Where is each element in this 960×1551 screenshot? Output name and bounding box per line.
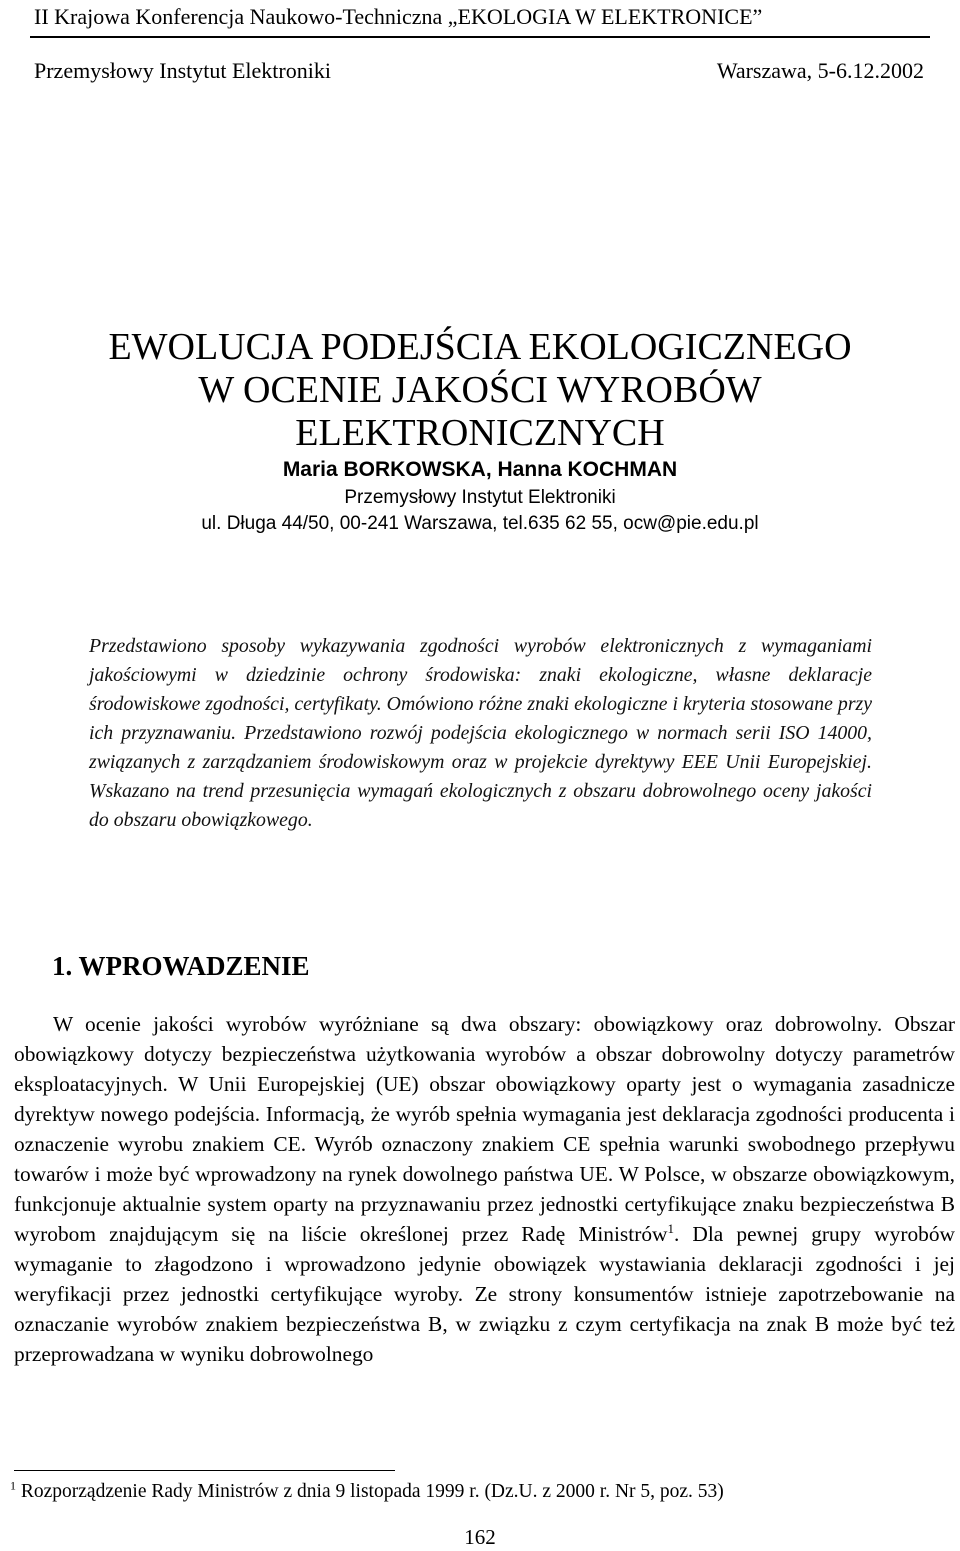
section-body xyxy=(14,1009,955,1369)
footnote xyxy=(10,1479,724,1505)
authors: Maria BORKOWSKA, Hanna KOCHMAN xyxy=(282,458,678,481)
title-line-1: EWOLUCJA PODEJŚCIA EKOLOGICZNEGO xyxy=(108,326,852,368)
conference-header: II Krajowa Konferencja Naukowo-Techniczna „EKOLOGIA W ELEKTRONICE” xyxy=(34,4,763,29)
footnote-text: Rozporządzenie Rady Ministrów z dnia 9 listopada 1999 r. (Dz.U. z 2000 r. Nr 5, poz. 53) xyxy=(16,1481,724,1502)
affiliation-address: ul. Długa 44/50, 00-241 Warszawa, tel.635 62 55, ocw@pie.edu.pl xyxy=(201,513,759,534)
footnote-rule xyxy=(14,1470,395,1471)
header-institute: Przemysłowy Instytut Elektroniki xyxy=(34,58,331,83)
institute-header xyxy=(34,58,924,84)
title-line-2: W OCENIE JAKOŚCI WYROBÓW xyxy=(198,369,762,411)
paper-title xyxy=(0,326,960,455)
header-rule xyxy=(30,36,930,38)
footnote-marker: 1 xyxy=(10,1478,16,1493)
section-heading: 1. WPROWADZENIE xyxy=(52,951,310,981)
body-text-part-2: . Dla pewnej grupy wyrobów wymaganie to złagodzono i wprowadzono jedynie obowiązek wystawiania deklaracji zgodności i jej weryfikacji przez jednostki certyfikujące wyroby. Ze strony konsumentów istnieje zapotrzebowanie na oznaczanie wyrobów znakiem bezpieczeństwa B, w związku z czym certyfikacja na znak B może być też przeprowadzana w wyniku dobrowolnego xyxy=(14,1222,955,1366)
footnote-reference[interactable]: 1 xyxy=(667,1220,674,1236)
page-number: 162 xyxy=(464,1525,496,1549)
header-place-date: Warszawa, 5-6.12.2002 xyxy=(716,58,924,83)
title-line-3: ELEKTRONICZNYCH xyxy=(295,412,665,454)
abstract: Przedstawiono sposoby wykazywania zgodności wyrobów elektronicznych z wymaganiami jakościowymi w dziedzinie ochrony środowiska: znaki ekologiczne, własne deklaracje środowiskowe zgodności, certyfikaty. Omówiono różne znaki ekologiczne i kryteria stosowane przy ich przyznawaniu. Przedstawiono rozwój podejścia ekologicznego w normach serii ISO 14000, związanych z zarządzaniem środowiskowym oraz w projekcie dyrektywy EEE Unii Europejskiej. Wskazano na trend przesunięcia wymagań ekologicznych z obszaru dobrowolnego oceny jakości do obszaru obowiązkowego. xyxy=(89,635,872,831)
affiliation-institute: Przemysłowy Instytut Elektroniki xyxy=(344,487,616,508)
body-text-part-1: W ocenie jakości wyrobów wyróżniane są dwa obszary: obowiązkowy oraz dobrowolny. Obszar obowiązkowy dotyczy bezpieczeństwa użytkowania wyrobów a obszar dobrowolny dotyczy parametrów eksploatacyjnych. W Unii Europejskiej (UE) obszar obowiązkowy oparty jest o wymagania zasadnicze dyrektyw nowego podejścia. Informacją, że wyrób spełnia wymagania jest deklaracja zgodności producenta i oznaczenie wyrobu znakiem CE. Wyrób oznaczony znakiem CE spełnia warunki swobodnego przepływu towarów i może być wprowadzony na rynek dowolnego państwa UE. W Polsce, w obszarze obowiązkowym, funkcjonuje aktualnie system oparty na przyznawaniu przez jednostki certyfikujące znaku bezpieczeństwa B wyrobom znajdującym się na liście określonej przez Radę Ministrów xyxy=(14,1012,955,1246)
